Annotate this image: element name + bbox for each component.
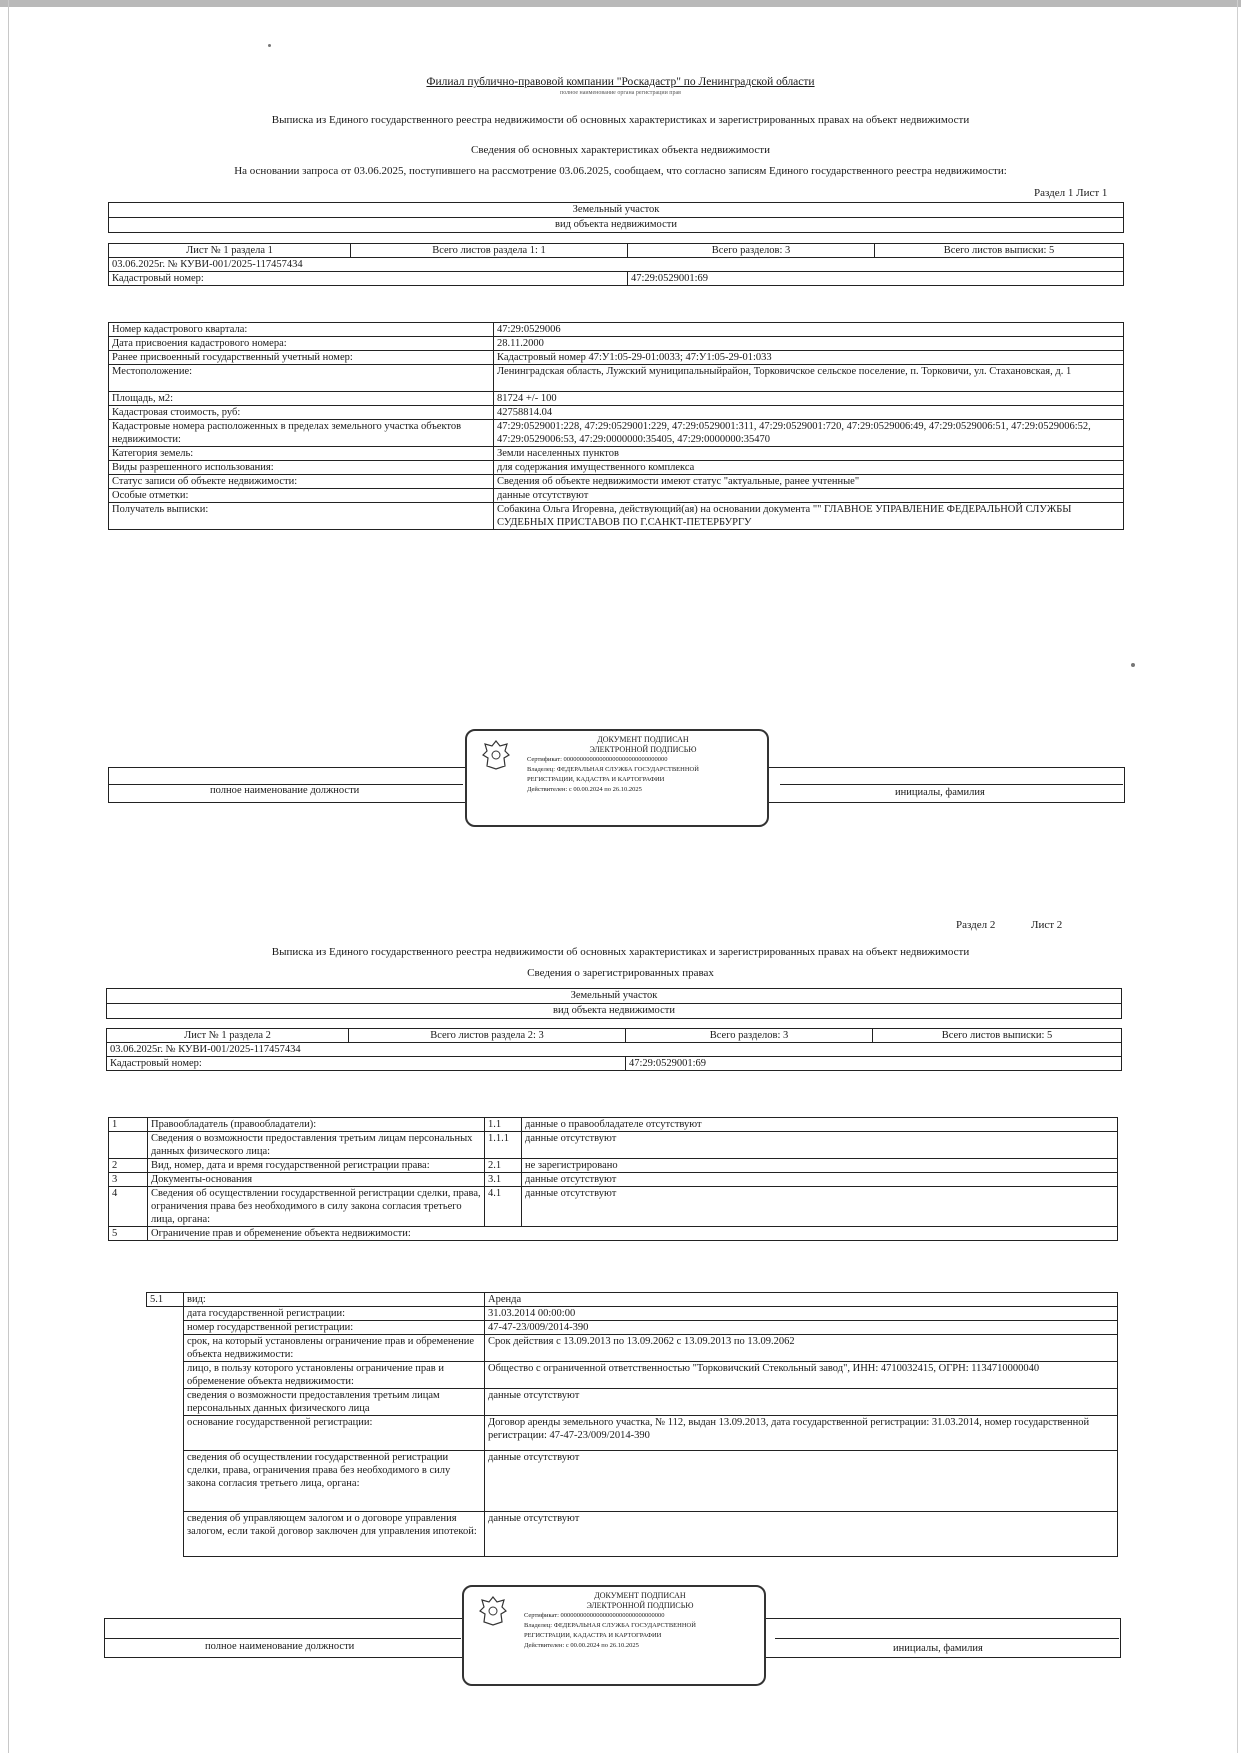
stamp-owner: Владелец: ФЕДЕРАЛЬНАЯ СЛУЖБА ГОСУДАРСТВЕННОЙ: [527, 766, 699, 773]
signature-line: [775, 1638, 1119, 1639]
row-number: 1: [109, 1118, 148, 1132]
object-type: Земельный участок: [109, 203, 1124, 218]
encumbrance-table: [108, 1292, 1118, 1557]
stamp-validity: Действителен: с 00.00.2024 по 26.10.2025: [524, 1642, 639, 1649]
row-number: [109, 1132, 148, 1159]
signature-line: [104, 1638, 461, 1639]
table-row: [109, 461, 1124, 475]
table-row: [108, 1321, 1118, 1335]
section-sheet-label: Раздел 1 Лист 1: [1034, 187, 1108, 199]
row-value: 47:29:0529006: [494, 323, 1124, 337]
scan-speck: [268, 44, 271, 47]
cadastral-value: 47:29:0529001:69: [628, 272, 1124, 286]
request-text: На основании запроса от 03.06.2025, поступившего на рассмотрение 03.06.2025, сообщаем, что согласно записям Единого государственного реестра недвижимости:: [234, 165, 1007, 177]
table-row: [109, 337, 1124, 351]
e-signature-stamp: [465, 729, 769, 827]
table-row: [109, 1118, 1118, 1132]
row-value: 47:29:0529001:228, 47:29:0529001:229, 47:29:0529001:311, 47:29:0529001:720, 47:29:0529006:49, 47:29:0529006:51, 47:29:0529006:52, 47:29:0529006:53, 47:29:0000000:35405, 47:29:0000000:35470: [494, 420, 1124, 447]
signature-position-label: полное наименование должности: [205, 1641, 355, 1652]
table-row: [108, 1451, 1118, 1512]
cadastral-label: Кадастровый номер:: [109, 272, 628, 286]
characteristics-table: [108, 322, 1124, 530]
signature-line: [108, 784, 463, 785]
scan-speck: [1131, 663, 1135, 667]
row-subnumber: 1.1: [485, 1118, 522, 1132]
table-row: [108, 1389, 1118, 1416]
row-label: номер государственной регистрации:: [184, 1321, 485, 1335]
extract-number: 03.06.2025г. № КУВИ-001/2025-117457434: [109, 258, 1124, 272]
row-label: основание государственной регистрации:: [184, 1416, 485, 1451]
table-row: [109, 365, 1124, 392]
sheet-total-section: Всего листов раздела 2: 3: [349, 1029, 626, 1043]
row-label: Дата присвоения кадастрового номера:: [109, 337, 494, 351]
row-value: Собакина Ольга Игоревна, действующий(ая) на основании документа "" ГЛАВНОЕ УПРАВЛЕНИЕ ФЕДЕРАЛЬНОЙ СЛУЖБЫ СУДЕБНЫХ ПРИСТАВОВ ПО Г.САНКТ-ПЕТЕРБУРГУ: [494, 503, 1124, 530]
sections-total: Всего разделов: 3: [626, 1029, 873, 1043]
table-row: [109, 1187, 1118, 1227]
row-label: Кадастровые номера расположенных в пределах земельного участка объектов недвижимости:: [109, 420, 494, 447]
row-value: Срок действия с 13.09.2013 по 13.09.2062 с 13.09.2013 по 13.09.2062: [485, 1335, 1118, 1362]
row-label: Вид, номер, дата и время государственной регистрации права:: [148, 1159, 485, 1173]
object-type-table: [106, 988, 1122, 1019]
table-row: [109, 351, 1124, 365]
sheet-label: Лист 2: [1031, 919, 1063, 931]
sheet-info-table: [106, 1028, 1122, 1071]
table-row: [108, 1293, 1118, 1307]
table-row: [109, 1132, 1118, 1159]
cadastral-label: Кадастровый номер:: [107, 1057, 626, 1071]
row-label: Документы-основания: [148, 1173, 485, 1187]
table-row: [108, 1416, 1118, 1451]
row-label: лицо, в пользу которого установлены ограничение прав и обременение объекта недвижимости:: [184, 1362, 485, 1389]
rights-table: [108, 1117, 1118, 1241]
coat-of-arms-icon: [478, 1595, 508, 1627]
table-row: [108, 1307, 1118, 1321]
row-value: не зарегистрировано: [522, 1159, 1118, 1173]
stamp-owner: Владелец: ФЕДЕРАЛЬНАЯ СЛУЖБА ГОСУДАРСТВЕННОЙ: [524, 1622, 696, 1629]
row-value: Земли населенных пунктов: [494, 447, 1124, 461]
e-signature-stamp: [462, 1585, 766, 1686]
row-value: данные о правообладателе отсутствуют: [522, 1118, 1118, 1132]
org-title: Филиал публично-правовой компании "Роскадастр" по Ленинградской области: [426, 76, 815, 88]
row-value: данные отсутствуют: [522, 1173, 1118, 1187]
stamp-title: ЭЛЕКТРОННОЙ ПОДПИСЬЮ: [586, 1601, 694, 1610]
object-type-caption: вид объекта недвижимости: [109, 218, 1124, 233]
table-row: [109, 1227, 1118, 1241]
sheet-number: Лист № 1 раздела 2: [107, 1029, 349, 1043]
stamp-title: ДОКУМЕНТ ПОДПИСАН: [594, 1591, 686, 1600]
row-subnumber: 5.1: [147, 1293, 184, 1307]
table-row: [109, 392, 1124, 406]
table-row: [109, 447, 1124, 461]
row-value: Сведения об объекте недвижимости имеют статус "актуальные, ранее учтенные": [494, 475, 1124, 489]
encumbrance-label: Ограничение прав и обременение объекта недвижимости:: [148, 1227, 1118, 1241]
row-number: 4: [109, 1187, 148, 1227]
org-subtitle: полное наименование органа регистрации прав: [559, 90, 682, 96]
stamp-certificate: Сертификат: 00000000000000000000000000000000: [524, 1612, 665, 1619]
object-type: Земельный участок: [107, 989, 1122, 1004]
table-row: [109, 323, 1124, 337]
row-label: Правообладатель (правообладатели):: [148, 1118, 485, 1132]
row-label: Кадастровая стоимость, руб:: [109, 406, 494, 420]
row-value: 31.03.2014 00:00:00: [485, 1307, 1118, 1321]
table-row: [109, 503, 1124, 530]
row-number: 3: [109, 1173, 148, 1187]
row-value: данные отсутствуют: [485, 1512, 1118, 1557]
row-subnumber: 4.1: [485, 1187, 522, 1227]
table-row: [108, 1512, 1118, 1557]
row-value: 47-47-23/009/2014-390: [485, 1321, 1118, 1335]
row-label: Получатель выписки:: [109, 503, 494, 530]
stamp-certificate: Сертификат: 00000000000000000000000000000000: [527, 756, 668, 763]
row-label: Площадь, м2:: [109, 392, 494, 406]
stamp-validity: Действителен: с 00.00.2024 по 26.10.2025: [527, 786, 642, 793]
row-label: сведения о возможности предоставления третьим лицам персональных данных физического лица: [184, 1389, 485, 1416]
row-value: Договор аренды земельного участка, № 112, выдан 13.09.2013, дата государственной регистрации: 31.03.2014, номер государственной регистрации: 47-47-23/009/2014-390: [485, 1416, 1118, 1451]
object-type-table: [108, 202, 1124, 233]
table-row: [108, 1335, 1118, 1362]
extract-number: 03.06.2025г. № КУВИ-001/2025-117457434: [107, 1043, 1122, 1057]
table-row: [108, 1362, 1118, 1389]
sheet-total-section: Всего листов раздела 1: 1: [351, 244, 628, 258]
stamp-title: ДОКУМЕНТ ПОДПИСАН: [597, 735, 689, 744]
sheets-total: Всего листов выписки: 5: [875, 244, 1124, 258]
object-type-caption: вид объекта недвижимости: [107, 1004, 1122, 1019]
extract-subheading: Сведения об основных характеристиках объекта недвижимости: [471, 144, 770, 156]
row-value: данные отсутствуют: [522, 1132, 1118, 1159]
row-value: 81724 +/- 100: [494, 392, 1124, 406]
scan-right-edge: [1237, 0, 1238, 1753]
table-row: [109, 489, 1124, 503]
stamp-owner: РЕГИСТРАЦИИ, КАДАСТРА И КАРТОГРАФИИ: [524, 1632, 662, 1639]
sheet-number: Лист № 1 раздела 1: [109, 244, 351, 258]
row-label: сведения об осуществлении государственной регистрации сделки, права, ограничения права без необходимого в силу закона согласия третьего лица, органа:: [184, 1451, 485, 1512]
row-label: Номер кадастрового квартала:: [109, 323, 494, 337]
sheet-info-table: [108, 243, 1124, 286]
table-row: [109, 420, 1124, 447]
row-value: Ленинградская область, Лужский муниципальныйрайон, Торковичское сельское поселение, п. Торковичи, ул. Стахановская, д. 1: [494, 365, 1124, 392]
row-label: Ранее присвоенный государственный учетный номер:: [109, 351, 494, 365]
row-value: Аренда: [485, 1293, 1118, 1307]
row-number: 2: [109, 1159, 148, 1173]
row-label: Статус записи об объекте недвижимости:: [109, 475, 494, 489]
row-label: вид:: [184, 1293, 485, 1307]
row-value: для содержания имущественного комплекса: [494, 461, 1124, 475]
extract-heading: Выписка из Единого государственного реестра недвижимости об основных характеристиках и зарегистрированных правах на объект недвижимости: [271, 114, 970, 126]
signature-initials-label: инициалы, фамилия: [893, 1643, 983, 1654]
row-label: дата государственной регистрации:: [184, 1307, 485, 1321]
row-subnumber: 2.1: [485, 1159, 522, 1173]
row-value: данные отсутствуют: [494, 489, 1124, 503]
table-row: [109, 1159, 1118, 1173]
row-subnumber: 3.1: [485, 1173, 522, 1187]
row-label: Сведения об осуществлении государственной регистрации сделки, права, ограничения права без необходимого в силу закона согласия третьего лица, органа:: [148, 1187, 485, 1227]
signature-line: [780, 784, 1123, 785]
scan-left-edge: [8, 0, 9, 1753]
row-value: Кадастровый номер 47:У1:05-29-01:0033; 47:У1:05-29-01:033: [494, 351, 1124, 365]
row-label: Виды разрешенного использования:: [109, 461, 494, 475]
row-label: Сведения о возможности предоставления третьим лицам персональных данных физического лица:: [148, 1132, 485, 1159]
row-number: 5: [109, 1227, 148, 1241]
signature-initials-label: инициалы, фамилия: [895, 787, 985, 798]
row-value: Общество с ограниченной ответственностью "Торковичский Стекольный завод", ИНН: 4710032415, ОГРН: 1134710000040: [485, 1362, 1118, 1389]
scan-top-edge: [0, 0, 1241, 7]
coat-of-arms-icon: [481, 739, 511, 771]
row-value: 28.11.2000: [494, 337, 1124, 351]
table-row: [109, 1173, 1118, 1187]
section-label: Раздел 2: [956, 919, 996, 931]
extract-heading: Выписка из Единого государственного реестра недвижимости об основных характеристиках и зарегистрированных правах на объект недвижимости: [271, 946, 970, 958]
sheets-total: Всего листов выписки: 5: [873, 1029, 1122, 1043]
extract-subheading: Сведения о зарегистрированных правах: [527, 967, 714, 979]
row-label: Категория земель:: [109, 447, 494, 461]
stamp-owner: РЕГИСТРАЦИИ, КАДАСТРА И КАРТОГРАФИИ: [527, 776, 665, 783]
table-row: [109, 406, 1124, 420]
sections-total: Всего разделов: 3: [628, 244, 875, 258]
table-row: [109, 475, 1124, 489]
row-value: данные отсутствуют: [485, 1389, 1118, 1416]
row-subnumber: 1.1.1: [485, 1132, 522, 1159]
row-value: данные отсутствуют: [485, 1451, 1118, 1512]
row-label: сведения об управляющем залогом и о договоре управления залогом, если такой договор заключен для управления ипотекой:: [184, 1512, 485, 1557]
row-label: Особые отметки:: [109, 489, 494, 503]
row-label: срок, на который установлены ограничение прав и обременение объекта недвижимости:: [184, 1335, 485, 1362]
row-value: данные отсутствуют: [522, 1187, 1118, 1227]
cadastral-value: 47:29:0529001:69: [626, 1057, 1122, 1071]
row-label: Местоположение:: [109, 365, 494, 392]
signature-position-label: полное наименование должности: [210, 785, 360, 796]
stamp-title: ЭЛЕКТРОННОЙ ПОДПИСЬЮ: [589, 745, 697, 754]
row-value: 42758814.04: [494, 406, 1124, 420]
